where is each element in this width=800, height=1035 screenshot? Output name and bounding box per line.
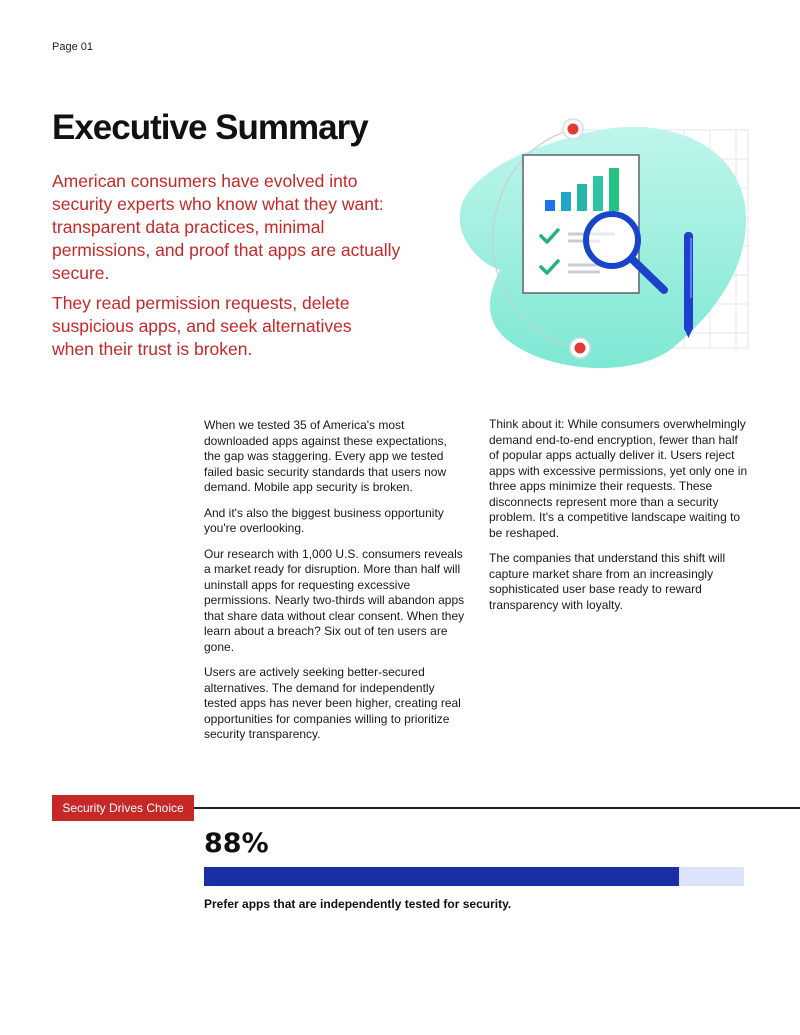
red-dot-icon — [570, 338, 590, 358]
page-title: Executive Summary — [52, 108, 368, 147]
body-column-right — [489, 417, 749, 623]
body-paragraph: When we tested 35 of America's most downloaded apps against these expectations, the gap was staggering. Every app we tested failed basic security standards that users now demand. Mobile app security is broken. — [204, 418, 447, 494]
section-divider — [194, 807, 800, 809]
stat-progress-track — [204, 867, 744, 886]
body-paragraph: And it's also the biggest business opportunity you're overlooking. — [204, 505, 444, 535]
section-tag: Security Drives Choice — [52, 795, 194, 821]
body-paragraph: Think about it: While consumers overwhelmingly demand end-to-end encryption, fewer than half of popular apps actually deliver it. Users reject apps with excessive permissions, yet only one in three apps minimize their requests. These disconnects represent more than a security problem. It's a competitive landscape waiting to be reshaped. — [489, 417, 748, 540]
lead-paragraph-2: They read permission requests, delete suspicious apps, and seek alternatives when their trust is broken. — [52, 293, 352, 359]
stat-progress-fill — [204, 867, 679, 886]
lead-paragraph-1: American consumers have evolved into security experts who know what they want: transparent data practices, minimal permissions, and proof that apps are actually secure. — [52, 171, 401, 283]
security-report-illustration — [440, 110, 760, 380]
body-paragraph: Our research with 1,000 U.S. consumers reveals a market ready for disruption. More than half will uninstall apps for requesting excessive permissions. Nearly two-thirds will abandon apps that share data without clear consent. When they learn about a breach? Six out of ten users are gone. — [204, 546, 465, 654]
pen-icon — [684, 232, 693, 338]
stat-caption: Prefer apps that are independently tested for security. — [204, 897, 512, 911]
red-dot-icon — [563, 119, 583, 139]
page-number: Page 01 — [52, 41, 93, 53]
body-paragraph: The companies that understand this shift will capture market share from an increasingly sophisticated user base ready to reward transparency with loyalty. — [489, 551, 726, 612]
stat-value: 88% — [204, 828, 269, 859]
body-paragraph: Users are actively seeking better-secured alternatives. The demand for independently tested apps has never been higher, creating real opportunities for companies willing to prioritize security transparency. — [204, 665, 461, 741]
body-column-left — [204, 418, 466, 753]
